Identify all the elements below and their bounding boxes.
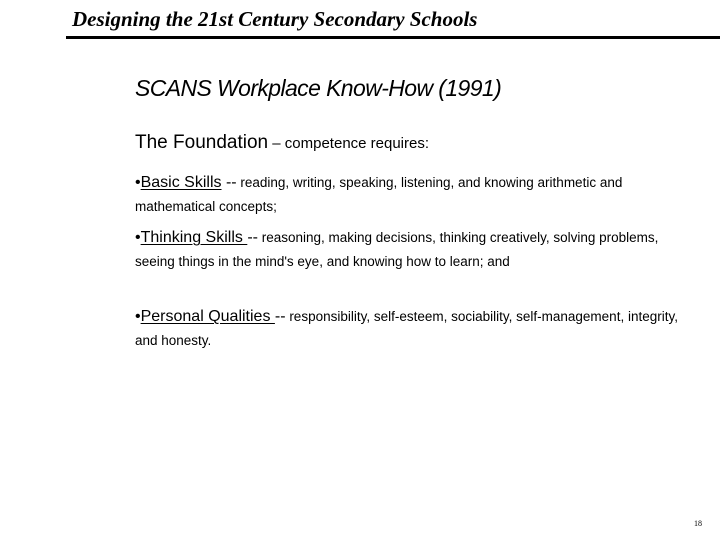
foundation-rest: competence requires:	[284, 135, 430, 152]
foundation-line	[135, 131, 429, 156]
foundation-dash: –	[268, 135, 285, 152]
header-divider	[66, 36, 720, 39]
bullet-dash: --	[247, 229, 258, 246]
bullet-term: Basic Skills	[140, 174, 222, 191]
bullet-personal-qualities	[135, 305, 690, 353]
bullet-thinking-skills	[135, 226, 690, 274]
bullet-term: Thinking Skills	[140, 229, 248, 246]
bullet-dash: --	[274, 308, 286, 325]
bullet-marker: •	[135, 308, 141, 325]
bullet-term: Personal Qualities	[140, 308, 275, 325]
bullet-text: reasoning, making decisions, thinking creatively, solving problems, seeing things in the mind's eye, and knowing how to learn; and	[135, 230, 659, 269]
header-title: Designing the 21st Century Secondary Schools	[72, 7, 478, 31]
bullet-marker: •	[135, 174, 141, 191]
bullet-text: responsibility, self-esteem, sociability, self-management, integrity, and honesty.	[135, 309, 678, 348]
bullet-marker: •	[135, 229, 141, 246]
foundation-lead: The Foundation	[135, 132, 269, 153]
page-number: 18	[694, 519, 702, 528]
bullet-text: reading, writing, speaking, listening, and knowing arithmetic and mathematical concepts;	[135, 175, 623, 214]
bullet-basic-skills	[135, 171, 690, 219]
slide-title: SCANS Workplace Know-How (1991)	[135, 75, 502, 101]
bullet-dash: --	[221, 174, 237, 191]
